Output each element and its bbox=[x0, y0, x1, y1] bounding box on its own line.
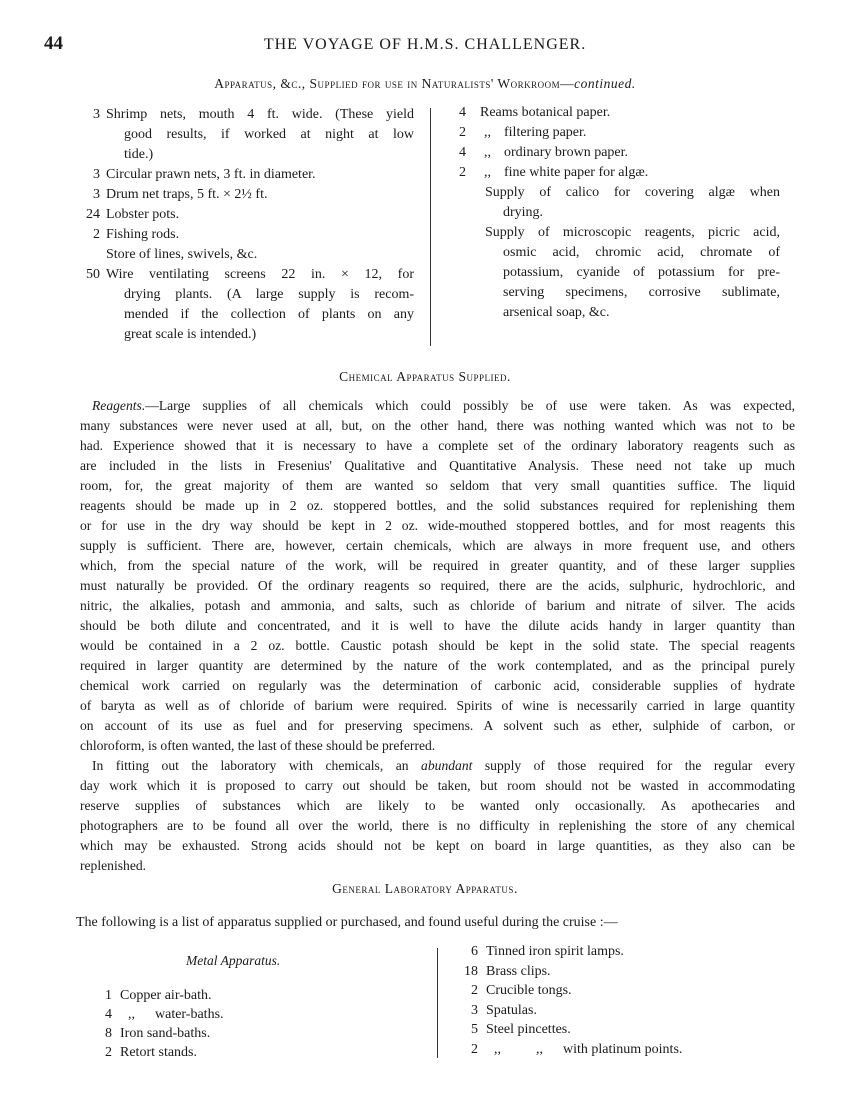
list-item bbox=[84, 205, 414, 225]
item-quantity: 3 bbox=[471, 1002, 478, 1018]
item-quantity: 4 bbox=[459, 105, 466, 120]
list-item bbox=[84, 165, 414, 185]
item-quantity: 1 bbox=[105, 988, 112, 1003]
text-segment: on account of its use as fuel and for preserving specimens. A solvent such as ether, sulphide of carbon, or bbox=[80, 718, 795, 733]
item-text: Retort stands. bbox=[120, 1045, 197, 1060]
text-segment: which, from the special nature of the work, will be required in greater quantity, and of these larger supplies bbox=[80, 558, 795, 573]
ditto-mark: ,, bbox=[484, 165, 491, 180]
item-text: water-baths. bbox=[155, 1007, 224, 1022]
item-quantity: 2 bbox=[93, 227, 100, 242]
item-text: Tinned iron spirit lamps. bbox=[486, 944, 624, 959]
item-text-line: Circular prawn nets, 3 ft. in diameter. bbox=[106, 167, 316, 182]
text-line bbox=[80, 836, 795, 856]
item-quantity: 2 bbox=[471, 983, 478, 998]
page-number: 44 bbox=[44, 33, 63, 54]
text-line bbox=[80, 596, 795, 616]
text-line bbox=[80, 456, 795, 476]
metal-apparatus-list-right bbox=[462, 942, 782, 1059]
workroom-list-left bbox=[84, 105, 414, 345]
item-quantity: 2 bbox=[459, 125, 466, 140]
item-text-line: Drum net traps, 5 ft. × 2½ ft. bbox=[106, 187, 268, 202]
metal-apparatus-list-left bbox=[96, 986, 396, 1062]
list-item bbox=[84, 225, 414, 245]
item-text-line: Lobster pots. bbox=[106, 207, 180, 222]
section-title-chemical-apparatus: Chemical Apparatus Supplied. bbox=[339, 369, 511, 384]
text-segment: —Large supplies of all chemicals which could possibly be of use were taken. As was expected, bbox=[145, 398, 795, 413]
list-item bbox=[96, 1005, 396, 1024]
text-segment: In fitting out the laboratory with chemicals, an bbox=[92, 758, 422, 773]
text-segment: chloroform, is often wanted, the last of these should be preferred. bbox=[80, 738, 436, 753]
list-item bbox=[84, 105, 414, 165]
item-text: Iron sand-baths. bbox=[120, 1026, 211, 1041]
item-text-line: serving specimens, corrosive sublimate, bbox=[503, 285, 780, 300]
text-segment: reagents should be made up in 2 oz. stoppered bottles, and the solid substances required for replenishing them bbox=[80, 498, 795, 513]
text-line bbox=[80, 756, 795, 776]
list-item bbox=[462, 962, 782, 982]
item-text: with platinum points. bbox=[563, 1041, 683, 1057]
item-text: Reams botanical paper. bbox=[480, 105, 611, 120]
text-line bbox=[80, 576, 795, 596]
text-segment: must naturally be provided. Of the ordinary reagents so required, there are the acids, sulphuric, hydrochloric, and bbox=[80, 578, 795, 593]
text-segment: should be both dilute and concentrated, and it is well to have the dilute acids handy in larger quantity than bbox=[80, 618, 795, 633]
reagents-text bbox=[80, 396, 795, 876]
item-text: Brass clips. bbox=[486, 963, 551, 979]
item-text-line: drying. bbox=[503, 205, 544, 220]
text-line bbox=[80, 516, 795, 536]
list-item bbox=[462, 981, 782, 1001]
text-segment: of baryta as well as of chloride of barium were required. Spirits of wine is necessarily carried in large quantity bbox=[80, 698, 795, 713]
ditto-mark: ,, ,, bbox=[494, 1041, 543, 1057]
text-line bbox=[80, 816, 795, 836]
item-text-line: drying plants. (A large supply is recom- bbox=[124, 287, 414, 302]
text-line bbox=[80, 856, 795, 876]
apparatus-intro: The following is a list of apparatus supplied or purchased, and found useful during the cruise :— bbox=[76, 915, 618, 930]
item-quantity: 2 bbox=[105, 1045, 112, 1060]
list-item bbox=[462, 942, 782, 962]
item-text: fine white paper for algæ. bbox=[504, 165, 649, 180]
text-segment: replenished. bbox=[80, 858, 147, 873]
text-segment: room, for, the great majority of them are wanted so seldom that very small quantities suffice. The liquid bbox=[80, 478, 795, 493]
text-segment: or for use in the dry way should be kept in 2 oz. wide-mouthed stoppered bottles, and for most reagents this bbox=[80, 518, 795, 533]
text-segment: required in larger quantity are determined by the nature of the work contemplated, and as the principal purely bbox=[80, 658, 795, 673]
item-text-line: Fishing rods. bbox=[106, 227, 180, 242]
text-line bbox=[80, 796, 795, 816]
text-line bbox=[80, 496, 795, 516]
text-line bbox=[80, 636, 795, 656]
text-line bbox=[80, 436, 795, 456]
list-item bbox=[454, 123, 780, 143]
item-text-line: Supply of microscopic reagents, picric acid, bbox=[485, 225, 780, 240]
ditto-mark: ,, bbox=[484, 125, 491, 140]
item-quantity: 3 bbox=[93, 107, 100, 122]
item-text: Steel pincettes. bbox=[486, 1022, 571, 1037]
list-item bbox=[454, 223, 780, 323]
text-segment: had. Experience showed that it is necessary to have a complete set of the ordinary laboratory reagents such as bbox=[80, 438, 795, 453]
section-title-continued: continued. bbox=[574, 76, 636, 91]
text-line bbox=[80, 696, 795, 716]
item-text: filtering paper. bbox=[504, 125, 587, 140]
text-segment: many substances were never used at all, but, on the other hand, there was nothing wanted which was not to be bbox=[80, 418, 795, 433]
list-item bbox=[454, 183, 780, 223]
item-text-line: osmic acid, chromic acid, chromate of bbox=[503, 245, 780, 260]
list-item bbox=[84, 245, 414, 265]
text-line bbox=[80, 616, 795, 636]
list-item bbox=[96, 1024, 396, 1043]
item-text-line: potassium, cyanide of potassium for pre- bbox=[503, 265, 780, 280]
text-line bbox=[80, 716, 795, 736]
workroom-list-right bbox=[454, 103, 780, 323]
text-line bbox=[80, 536, 795, 556]
list-item bbox=[96, 986, 396, 1005]
text-line bbox=[80, 656, 795, 676]
item-quantity: 3 bbox=[93, 167, 100, 182]
section-title-text: Apparatus, &c., Supplied for use in Naturalists' Workroom— bbox=[214, 76, 575, 91]
text-line bbox=[80, 556, 795, 576]
item-quantity: 3 bbox=[93, 187, 100, 202]
text-line bbox=[80, 676, 795, 696]
item-text: Spatulas. bbox=[486, 1002, 537, 1018]
text-line bbox=[80, 416, 795, 436]
item-text-line: Shrimp nets, mouth 4 ft. wide. (These yield bbox=[106, 107, 414, 122]
text-segment: day work which it is proposed to carry out should be taken, but room should not be wasted in accommodating bbox=[80, 778, 795, 793]
text-segment: supply is sufficient. There are, however, certain chemicals, which are always in more frequent use, and others bbox=[80, 538, 795, 553]
text-segment: chemical work carried on regularly was the determination of carbonic acid, considerable supplies of hydrate bbox=[80, 678, 795, 693]
item-quantity: 2 bbox=[471, 1041, 478, 1057]
list-item bbox=[454, 103, 780, 123]
item-text-line: arsenical soap, &c. bbox=[503, 305, 610, 320]
item-quantity: 6 bbox=[471, 944, 478, 959]
list-item bbox=[84, 185, 414, 205]
item-text-line: tide.) bbox=[124, 147, 154, 162]
text-line bbox=[80, 476, 795, 496]
section-title-general-laboratory: General Laboratory Apparatus. bbox=[332, 881, 518, 896]
list-item bbox=[462, 1040, 782, 1060]
item-text-line: Wire ventilating screens 22 in. × 12, for bbox=[106, 267, 414, 282]
section-title-naturalists-workroom bbox=[0, 76, 850, 92]
list-item bbox=[462, 1020, 782, 1040]
item-quantity: 2 bbox=[459, 165, 466, 180]
item-quantity: 8 bbox=[105, 1026, 112, 1041]
item-text-line: great scale is intended.) bbox=[124, 327, 257, 342]
list-item bbox=[454, 143, 780, 163]
italic-text: abundant bbox=[421, 758, 473, 773]
ditto-mark: ,, bbox=[128, 1007, 135, 1022]
text-segment: reserve supplies of substances which are likely to be wanted only occasionally. As apothecaries and bbox=[80, 798, 795, 813]
item-text-line: mended if the collection of plants on any bbox=[124, 307, 414, 322]
item-text: Copper air-bath. bbox=[120, 988, 212, 1003]
metal-apparatus-heading: Metal Apparatus. bbox=[186, 953, 281, 968]
text-segment: supply of those required for the regular every bbox=[472, 758, 796, 773]
text-segment: are included in the lists in Fresenius' Qualitative and Quantitative Analysis. These need not take up much bbox=[80, 458, 795, 473]
item-text: Crucible tongs. bbox=[486, 983, 572, 998]
text-line bbox=[80, 776, 795, 796]
item-quantity: 4 bbox=[105, 1007, 112, 1022]
list-item bbox=[84, 265, 414, 345]
item-quantity: 50 bbox=[86, 267, 100, 282]
list-item bbox=[96, 1043, 396, 1062]
text-segment: nitric, the alkalies, potash and ammonia, and salts, such as chloride of barium and nitrate of silver. The acids bbox=[80, 598, 795, 613]
item-quantity: 4 bbox=[459, 145, 466, 160]
list-item bbox=[454, 163, 780, 183]
text-segment: would be contained in a 2 oz. bottle. Caustic potash should be kept in the solid state. The special reagents bbox=[80, 638, 795, 653]
text-line bbox=[80, 736, 795, 756]
running-head: THE VOYAGE OF H.M.S. CHALLENGER. bbox=[263, 36, 587, 53]
item-quantity: 5 bbox=[471, 1022, 478, 1037]
item-text-line: good results, if worked at night at low bbox=[124, 127, 414, 142]
column-divider bbox=[430, 108, 431, 346]
item-text-line: Store of lines, swivels, &c. bbox=[106, 247, 258, 262]
item-quantity: 18 bbox=[464, 963, 478, 979]
column-divider bbox=[437, 948, 438, 1058]
text-segment: which may be exhausted. Strong acids should not be kept on board in large quantities, as they also can be bbox=[80, 838, 795, 853]
item-text: ordinary brown paper. bbox=[504, 145, 629, 160]
ditto-mark: ,, bbox=[484, 145, 491, 160]
text-line bbox=[80, 396, 795, 416]
item-text-line: Supply of calico for covering algæ when bbox=[485, 185, 780, 200]
text-segment: photographers are to be found all over the world, there is no difficulty in replenishing the store of any chemical bbox=[80, 818, 795, 833]
list-item bbox=[462, 1001, 782, 1021]
italic-text: Reagents. bbox=[92, 398, 146, 413]
item-quantity: 24 bbox=[86, 207, 100, 222]
